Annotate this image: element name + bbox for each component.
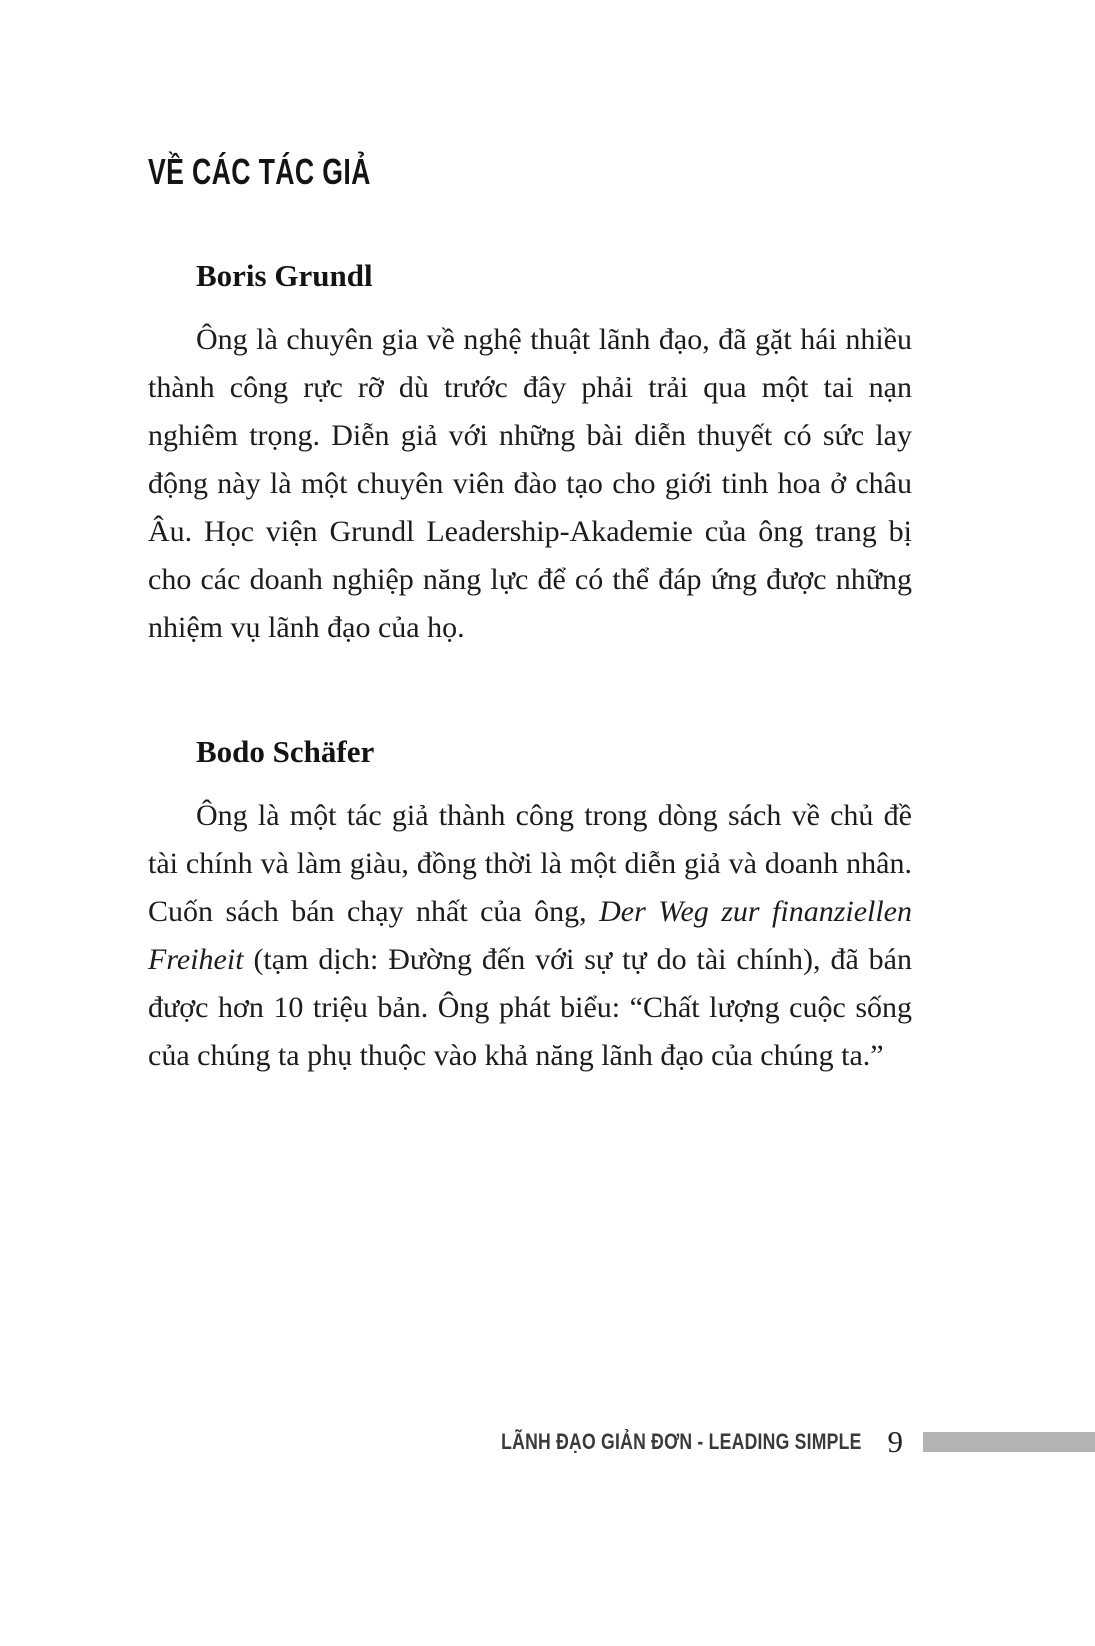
author-bio-boris-grundl: Ông là chuyên gia về nghệ thuật lãnh đạo, đã gặt hái nhiều thành công rực rỡ dù trước đây phải trải qua một tai nạn nghiêm trọng. Diễn giả với những bài diễn thuyết có sức lay động này là một chuyên viên đào tạo cho giới tinh hoa ở châu Âu. Học viện Grundl Leadership-Akademie của ông trang bị cho các doanh nghiệp năng lực để có thể đáp ứng được những nhiệm vụ lãnh đạo của họ.: [148, 322, 912, 644]
page-number: 9: [887, 1424, 903, 1459]
page-title: VỀ CÁC TÁC GIẢ: [148, 151, 371, 192]
author-bio-bodo-schafer: [148, 792, 912, 1080]
bio-text-before-title: Ông là một tác giả thành công trong dòng sách về chủ đề tài chính và làm giàu, đồng thời là một diễn giả và doanh nhân. Cuốn sách bán chạy nhất của ông,: [148, 798, 912, 928]
page-footer: [411, 1421, 1095, 1463]
author-section-boris-grundl: [148, 258, 912, 652]
author-name-bodo-schafer: Bodo Schäfer: [196, 733, 375, 769]
section-spacer: [148, 652, 912, 734]
page-content: [148, 152, 912, 1080]
author-section-bodo-schafer: [148, 734, 912, 1080]
footer-bar: [923, 1432, 1095, 1452]
bio-text-after-title: (tạm dịch: Đường đến với sự tự do tài chính), đã bán được hơn 10 triệu bản. Ông phát biểu: “Chất lượng cuộc sống của chúng ta phụ thuộc vào khả năng lãnh đạo của chúng ta.”: [148, 942, 912, 1072]
author-name-boris-grundl: Boris Grundl: [196, 257, 373, 293]
running-title: LÃNH ĐẠO GIẢN ĐƠN - LEADING SIMPLE: [500, 1429, 862, 1454]
book-title-italic: Der Weg zur finanziellen Freiheit: [148, 894, 912, 976]
